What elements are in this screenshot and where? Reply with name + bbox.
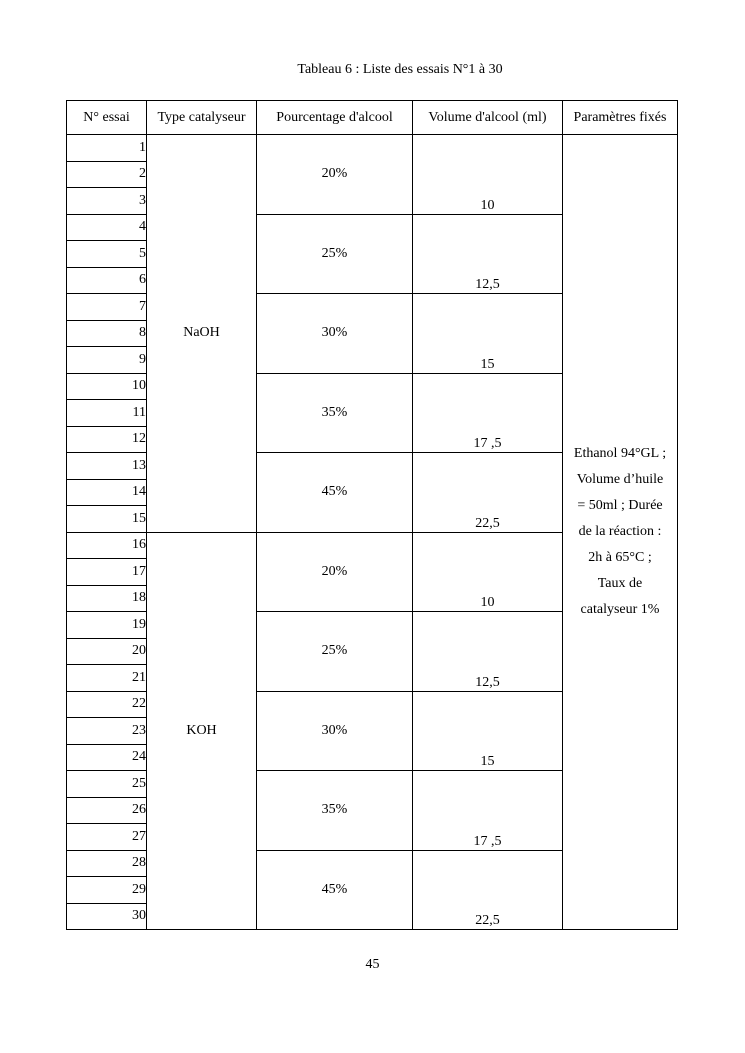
table-row <box>67 135 678 162</box>
essai-number: 25 <box>67 771 147 798</box>
fixed-param-line: 2h à 65°C ; <box>588 550 652 565</box>
percent-cell: 25% <box>257 214 413 294</box>
volume-cell: 10 <box>413 135 563 215</box>
essai-number: 1 <box>67 135 147 162</box>
header-num: N° essai <box>67 101 147 135</box>
catalyst-cell: KOH <box>147 532 257 930</box>
volume-cell: 22,5 <box>413 850 563 930</box>
essai-number: 9 <box>67 347 147 374</box>
header-volume: Volume d'alcool (ml) <box>413 101 563 135</box>
percent-cell: 45% <box>257 453 413 533</box>
percent-cell: 20% <box>257 532 413 612</box>
essai-number: 22 <box>67 691 147 718</box>
essai-number: 8 <box>67 320 147 347</box>
volume-cell: 22,5 <box>413 453 563 533</box>
volume-cell: 15 <box>413 294 563 374</box>
essai-number: 16 <box>67 532 147 559</box>
percent-cell: 20% <box>257 135 413 215</box>
fixed-params-cell <box>563 135 678 930</box>
volume-cell: 17 ,5 <box>413 373 563 453</box>
essai-number: 12 <box>67 426 147 453</box>
essai-number: 23 <box>67 718 147 745</box>
volume-cell: 12,5 <box>413 214 563 294</box>
essai-number: 2 <box>67 161 147 188</box>
essai-number: 13 <box>67 453 147 480</box>
essai-number: 6 <box>67 267 147 294</box>
volume-cell: 15 <box>413 691 563 771</box>
essai-number: 5 <box>67 241 147 268</box>
essai-number: 19 <box>67 612 147 639</box>
percent-cell: 25% <box>257 612 413 692</box>
essai-number: 15 <box>67 506 147 533</box>
essai-number: 17 <box>67 559 147 586</box>
fixed-param-line: Taux de <box>597 576 643 591</box>
essai-number: 24 <box>67 744 147 771</box>
volume-cell: 12,5 <box>413 612 563 692</box>
essai-number: 18 <box>67 585 147 612</box>
page-number: 45 <box>365 957 380 972</box>
fixed-param-line: Volume d’huile <box>576 472 664 487</box>
essai-number: 14 <box>67 479 147 506</box>
essai-number: 7 <box>67 294 147 321</box>
percent-cell: 45% <box>257 850 413 930</box>
essai-number: 27 <box>67 824 147 851</box>
essai-number: 30 <box>67 903 147 930</box>
table-body <box>67 135 678 930</box>
header-row <box>67 101 678 135</box>
essai-number: 29 <box>67 877 147 904</box>
volume-cell: 17 ,5 <box>413 771 563 851</box>
percent-cell: 35% <box>257 373 413 453</box>
fixed-param-line: Ethanol 94°GL ; <box>573 446 667 461</box>
essai-number: 26 <box>67 797 147 824</box>
percent-cell: 30% <box>257 691 413 771</box>
essai-number: 20 <box>67 638 147 665</box>
header-percent: Pourcentage d'alcool <box>257 101 413 135</box>
essai-number: 21 <box>67 665 147 692</box>
essai-number: 28 <box>67 850 147 877</box>
volume-cell: 10 <box>413 532 563 612</box>
essais-table <box>66 100 678 930</box>
essai-number: 11 <box>67 400 147 427</box>
percent-cell: 30% <box>257 294 413 374</box>
percent-cell: 35% <box>257 771 413 851</box>
header-catalyst: Type catalyseur <box>147 101 257 135</box>
essai-number: 10 <box>67 373 147 400</box>
header-params: Paramètres fixés <box>563 101 678 135</box>
essai-number: 3 <box>67 188 147 215</box>
table-caption: Tableau 6 : Liste des essais N°1 à 30 <box>297 62 503 77</box>
fixed-param-line: de la réaction : <box>578 524 662 539</box>
fixed-param-line: = 50ml ; Durée <box>577 498 663 513</box>
fixed-param-line: catalyseur 1% <box>580 602 660 617</box>
catalyst-cell: NaOH <box>147 135 257 533</box>
essai-number: 4 <box>67 214 147 241</box>
